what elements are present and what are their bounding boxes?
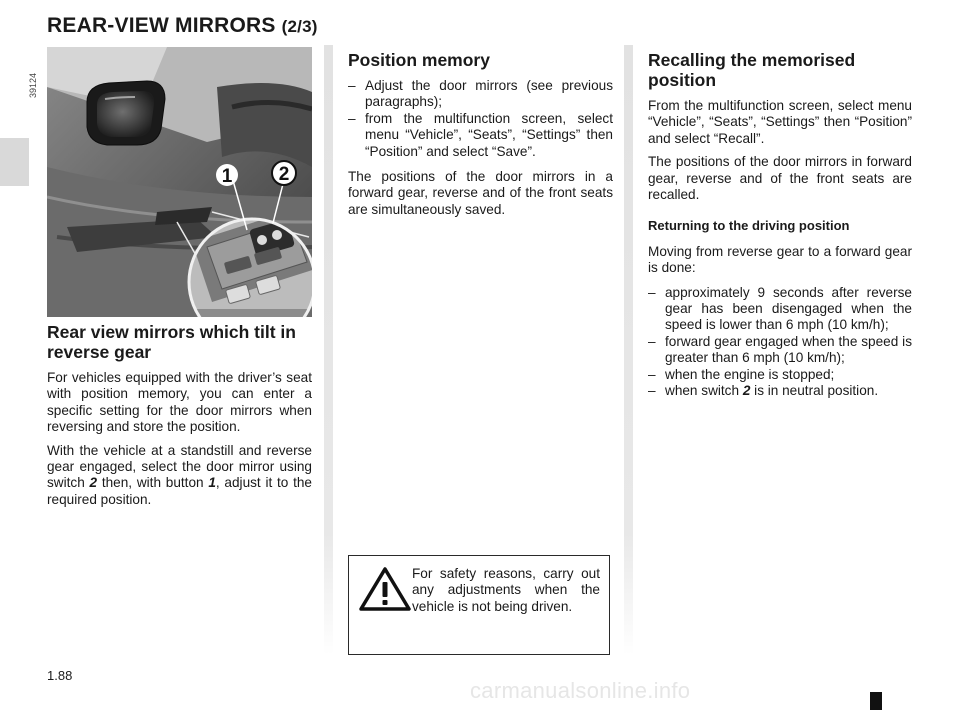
list-item: – when the engine is stopped; [648,367,912,383]
section-heading-tilt-reverse: Rear view mirrors which tilt in reverse gear [47,322,296,362]
column-divider-1 [324,45,333,655]
list-item: – approximately 9 seconds after reverse gear has been disengaged when the speed is lower than 6 mph (10 km/h); [648,285,912,334]
text-fragment: then, with button [97,475,209,491]
subheading-driving-position: Returning to the driving position [648,218,850,234]
safety-warning-text: For safety reasons, carry out any adjustments when the vehicle is not being driven. [412,566,600,614]
text-fragment: when switch [665,383,743,399]
paragraph-forward-gear: Moving from reverse gear to a forward gear is done: [648,243,912,276]
page-number: 1.88 [47,668,73,683]
corner-mark [870,692,882,710]
switch-ref: 2 [89,475,98,491]
page-title [47,14,318,38]
text-fragment: , adjust it to the required position. [47,475,312,507]
figure-reference [28,52,40,102]
page-title-text: REAR-VIEW MIRRORS [47,14,276,37]
paragraph-saved-positions: The positions of the door mirrors in a forward gear, reverse and of the front seats are simultaneously saved. [348,169,613,217]
list-item [648,383,912,399]
section-heading-recall: Recalling the memorised position [648,50,856,90]
list-item: – from the multifunction screen, select menu “Vehicle”, “Seats”, “Settings” then “Position” and select “Save”. [348,111,613,160]
switch-ref: 2 [742,383,751,399]
figure-reference-number: 39124 [28,72,38,98]
paragraph-recalled-positions: The positions of the door mirrors in forward gear, reverse and of the front seats are recalled. [648,154,912,203]
column-recall-position [648,50,912,400]
page-part-indicator: (2/3) [281,17,318,36]
driving-position-conditions [648,285,912,400]
warning-triangle-icon [359,566,411,612]
paragraph-recall-menu: From the multifunction screen, select menu “Vehicle”, “Seats”, “Settings” then “Position” and select “Recall”. [648,98,912,146]
list-item: – forward gear engaged when the speed is greater than 6 mph (10 km/h); [648,334,912,367]
illustration-svg [47,47,312,317]
callout-1-label: 1 [221,166,233,187]
text-fragment: With the vehicle at a standstill and reverse gear engaged, select the door mirror using switch [47,442,312,491]
callout-2-label: 2 [278,164,290,185]
column-divider-2 [624,45,633,655]
text-fragment: is in neutral position. [750,383,879,399]
paragraph-position-memory-info: For vehicles equipped with the driver’s seat with position memory, you can enter a specific setting for the door mirrors when reversing and store the position. [47,370,312,435]
chapter-tab [0,138,29,186]
callout-2 [272,161,296,185]
watermark: carmanualsonline.info [470,678,691,703]
position-memory-steps [348,78,613,160]
column-tilt-reverse [47,322,312,508]
paragraph-tilt-instructions [47,443,312,509]
safety-warning-box [348,555,610,655]
door-mirror-illustration [47,47,312,317]
list-item: – Adjust the door mirrors (see previous paragraphs); [348,78,613,111]
button-ref: 1 [208,475,216,491]
section-heading-position-memory: Position memory [348,50,490,70]
column-position-memory [348,50,613,218]
